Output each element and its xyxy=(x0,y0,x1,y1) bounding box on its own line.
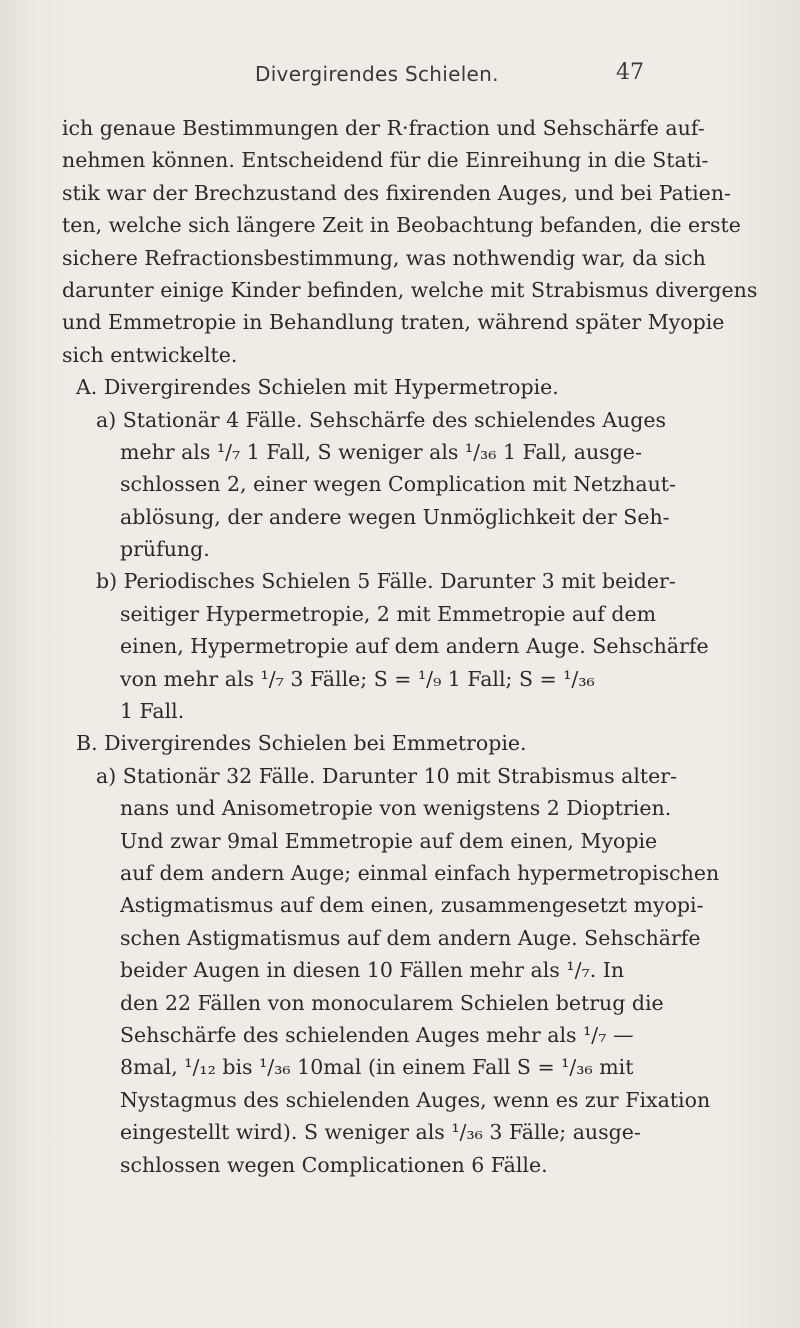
text-line: seitiger Hypermetropie, 2 mit Emmetropie auf dem xyxy=(120,601,657,626)
text-line: schlossen 2, einer wegen Complication mit Netzhaut- xyxy=(120,472,676,497)
text-line: Sehschärfe des schielenden Auges mehr als ¹/₇ — xyxy=(120,1022,634,1047)
text-line: beider Augen in diesen 10 Fällen mehr als ¹/₇. In xyxy=(120,958,625,983)
text-line: 1 Fall. xyxy=(120,699,185,724)
text-line: prüfung. xyxy=(120,537,210,562)
text-line: ten, welche sich längere Zeit in Beobachtung befanden, die erste xyxy=(62,213,741,238)
text-line: nans und Anisometropie von wenigstens 2 Dioptrien. xyxy=(120,796,672,821)
text-line: von mehr als ¹/₇ 3 Fälle; S = ¹/₉ 1 Fall; S = ¹/₃₆ xyxy=(120,666,595,691)
running-title: Divergirendes Schielen. xyxy=(255,62,499,86)
body-text xyxy=(62,112,758,1181)
text-line: den 22 Fällen von monocularem Schielen betrug die xyxy=(120,990,664,1015)
text-line: auf dem andern Auge; einmal einfach hypermetropischen xyxy=(120,860,720,885)
text-line: b) Periodisches Schielen 5 Fälle. Darunter 3 mit beider- xyxy=(96,569,676,594)
text-line: sich entwickelte. xyxy=(62,342,238,367)
text-line: 8mal, ¹/₁₂ bis ¹/₃₆ 10mal (in einem Fall S = ¹/₃₆ mit xyxy=(120,1055,634,1080)
text-line: Nystagmus des schielenden Auges, wenn es zur Fixation xyxy=(120,1087,711,1112)
text-line: a) Stationär 4 Fälle. Sehschärfe des schielendes Auges xyxy=(96,407,666,432)
text-line: sichere Refractionsbestimmung, was nothwendig war, da sich xyxy=(62,245,706,270)
text-line: und Emmetropie in Behandlung traten, während später Myopie xyxy=(62,310,725,335)
text-line: stik war der Brechzustand des fixirenden Auges, und bei Patien- xyxy=(62,180,731,205)
text-line: darunter einige Kinder befinden, welche mit Strabismus divergens xyxy=(62,277,758,302)
text-line: B. Divergirendes Schielen bei Emmetropie. xyxy=(76,731,527,756)
text-line: a) Stationär 32 Fälle. Darunter 10 mit Strabismus alter- xyxy=(96,763,678,788)
text-line: schlossen wegen Complicationen 6 Fälle. xyxy=(120,1152,548,1177)
text-line: eingestellt wird). S weniger als ¹/₃₆ 3 Fälle; ausge- xyxy=(120,1120,641,1145)
text-line: A. Divergirendes Schielen mit Hypermetropie. xyxy=(76,375,559,400)
text-line: schen Astigmatismus auf dem andern Auge. Sehschärfe xyxy=(120,925,701,950)
text-line: Und zwar 9mal Emmetropie auf dem einen, Myopie xyxy=(120,828,658,853)
page-number: 47 xyxy=(616,60,644,85)
text-line: einen, Hypermetropie auf dem andern Auge. Sehschärfe xyxy=(120,634,709,659)
text-line: nehmen können. Entscheidend für die Einreihung in die Stati- xyxy=(62,148,709,173)
text-line: Astigmatismus auf dem einen, zusammengesetzt myopi- xyxy=(120,893,704,918)
text-line: mehr als ¹/₇ 1 Fall, S weniger als ¹/₃₆ 1 Fall, ausge- xyxy=(120,439,642,464)
text-line: ablösung, der andere wegen Unmöglichkeit der Seh- xyxy=(120,504,670,529)
text-line: ich genaue Bestimmungen der R·fraction und Sehschärfe auf- xyxy=(62,116,705,140)
page-header xyxy=(0,62,800,92)
